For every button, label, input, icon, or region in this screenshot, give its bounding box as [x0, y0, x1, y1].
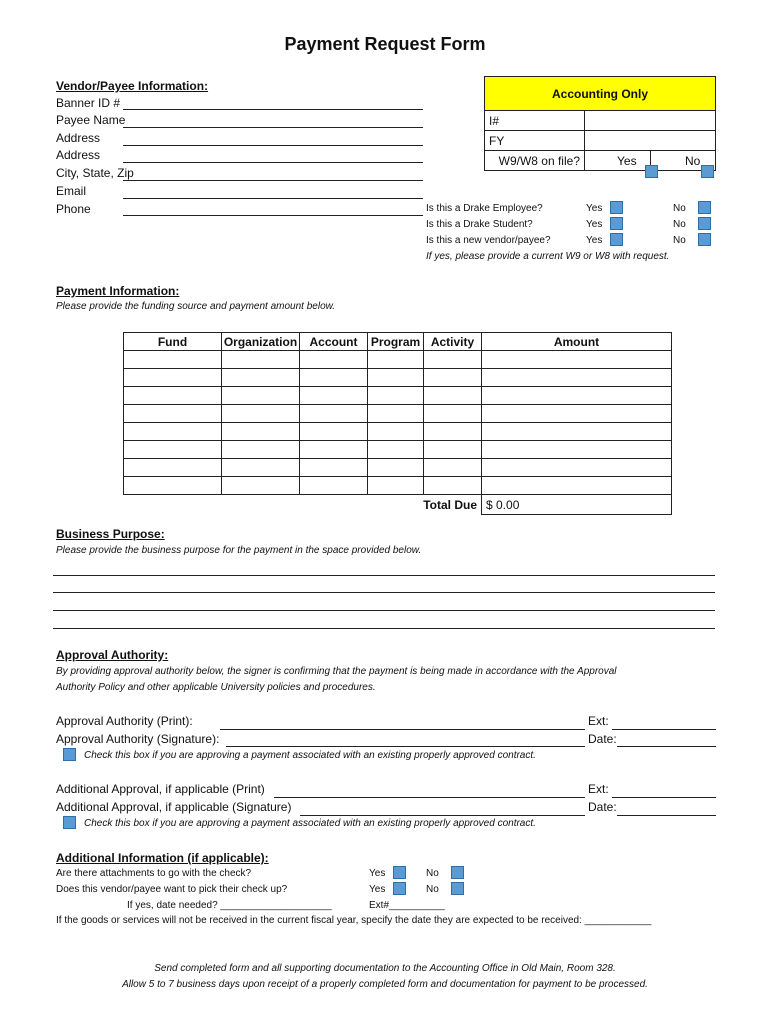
new-vendor-yes-checkbox[interactable] — [610, 233, 623, 246]
email-label: Email — [56, 184, 87, 198]
email-field[interactable] — [123, 198, 423, 199]
cell[interactable] — [368, 423, 424, 441]
total-due-value: $ 0.00 — [482, 495, 672, 515]
purpose-line-4[interactable] — [53, 628, 715, 629]
cell[interactable] — [300, 423, 368, 441]
w9-label: W9/W8 on file? — [485, 151, 585, 171]
cell[interactable] — [424, 387, 482, 405]
cell[interactable] — [424, 477, 482, 495]
footer-line-1: Send completed form and all supporting documentation to the Accounting Office in Old Main, Room 328. — [154, 963, 616, 974]
approval-print-field[interactable] — [220, 729, 585, 730]
payee-name-field[interactable] — [123, 127, 423, 128]
w9-yes-label: Yes — [617, 154, 637, 168]
approval-date-field[interactable] — [617, 746, 716, 747]
banner-id-field[interactable] — [123, 109, 423, 110]
payment-table — [123, 332, 672, 515]
table-row — [124, 351, 672, 369]
new-vendor-yes-label: Yes — [586, 235, 603, 246]
cell[interactable] — [368, 441, 424, 459]
additional-print-field[interactable] — [274, 797, 585, 798]
cell[interactable] — [368, 477, 424, 495]
table-row — [124, 441, 672, 459]
address2-field[interactable] — [123, 162, 423, 163]
approval-heading: Approval Authority: — [56, 648, 169, 662]
cell[interactable] — [124, 405, 222, 423]
purpose-line-1[interactable] — [53, 575, 715, 576]
cell[interactable] — [124, 351, 222, 369]
table-row — [124, 423, 672, 441]
new-vendor-no-label: No — [673, 235, 686, 246]
table-row — [124, 459, 672, 477]
cell[interactable] — [222, 477, 300, 495]
cell[interactable] — [424, 369, 482, 387]
new-vendor-no-checkbox[interactable] — [698, 233, 711, 246]
student-no-checkbox[interactable] — [698, 217, 711, 230]
additional-info-heading: Additional Information (if applicable): — [56, 851, 269, 865]
approval-ext-label: Ext: — [588, 714, 609, 728]
cell[interactable] — [482, 369, 672, 387]
additional-ext-field[interactable] — [612, 797, 716, 798]
address1-label: Address — [56, 131, 101, 145]
cell[interactable] — [424, 405, 482, 423]
additional-date-label: Date: — [588, 800, 617, 814]
cell[interactable] — [424, 351, 482, 369]
cell[interactable] — [424, 441, 482, 459]
cell[interactable] — [368, 387, 424, 405]
cell[interactable] — [222, 387, 300, 405]
table-row — [124, 405, 672, 423]
purpose-heading: Business Purpose: — [56, 527, 165, 541]
cell[interactable] — [368, 405, 424, 423]
w9-note: If yes, please provide a current W9 or W8 with request. — [426, 251, 670, 262]
cell[interactable] — [300, 405, 368, 423]
cell[interactable] — [124, 387, 222, 405]
phone-field[interactable] — [123, 215, 423, 216]
w9-yes-checkbox[interactable] — [645, 165, 658, 178]
city-state-zip-label: City, State, Zip — [56, 166, 134, 180]
cell[interactable] — [482, 441, 672, 459]
w9-no-checkbox[interactable] — [701, 165, 714, 178]
cell[interactable] — [368, 369, 424, 387]
fiscal-year-note[interactable]: If the goods or services will not be received in the current fiscal year, specify the date they are expected to be received: ____________ — [56, 915, 652, 926]
w9-yes-cell — [585, 151, 651, 171]
approval-sig-field[interactable] — [226, 746, 585, 747]
pickup-yes-label: Yes — [369, 884, 386, 895]
cell[interactable] — [482, 477, 672, 495]
vendor-heading: Vendor/Payee Information: — [56, 79, 209, 93]
accounting-only-box — [484, 76, 716, 171]
cell[interactable] — [124, 423, 222, 441]
purpose-subtitle: Please provide the business purpose for the payment in the space provided below. — [56, 545, 422, 556]
cell[interactable] — [300, 441, 368, 459]
cell[interactable] — [482, 387, 672, 405]
payment-header-row — [124, 333, 672, 351]
payment-heading: Payment Information: — [56, 284, 180, 298]
phone-label: Phone — [56, 202, 91, 216]
cell[interactable] — [222, 351, 300, 369]
additional-sig-field[interactable] — [300, 815, 585, 816]
cell[interactable] — [300, 351, 368, 369]
approval-print-label: Approval Authority (Print): — [56, 714, 193, 728]
employee-no-label: No — [673, 203, 686, 214]
i-number-cell[interactable] — [585, 111, 716, 131]
employee-yes-label: Yes — [586, 203, 603, 214]
cell[interactable] — [300, 369, 368, 387]
page-title: Payment Request Form — [284, 34, 486, 54]
attachments-question: Are there attachments to go with the check? — [56, 868, 252, 879]
attachments-no-label: No — [426, 868, 439, 879]
pickup-question: Does this vendor/payee want to pick their check up? — [56, 884, 288, 895]
address2-label: Address — [56, 148, 101, 162]
cell[interactable] — [424, 423, 482, 441]
cell[interactable] — [124, 369, 222, 387]
col-fund: Fund — [124, 333, 222, 351]
col-organization: Organization — [222, 333, 300, 351]
approval-desc-line1: By providing approval authority below, the signer is confirming that the payment is being made in accordance with the Approval — [56, 666, 617, 677]
purpose-line-3[interactable] — [53, 610, 715, 611]
pickup-no-label: No — [426, 884, 439, 895]
cell[interactable] — [368, 351, 424, 369]
accounting-only-heading: Accounting Only — [485, 77, 716, 111]
attachments-no-checkbox[interactable] — [451, 866, 464, 879]
approval-desc-line2: Authority Policy and other applicable University policies and procedures. — [56, 682, 376, 693]
cell[interactable] — [300, 477, 368, 495]
cell[interactable] — [482, 351, 672, 369]
cell[interactable] — [222, 405, 300, 423]
cell[interactable] — [482, 459, 672, 477]
cell[interactable] — [300, 459, 368, 477]
contract-checkbox-1[interactable] — [63, 748, 76, 761]
payment-subtitle: Please provide the funding source and payment amount below. — [56, 301, 336, 312]
question-employee: Is this a Drake Employee? — [426, 203, 543, 214]
cell[interactable] — [124, 477, 222, 495]
w9-no-label: No — [685, 154, 701, 168]
contract-text-1: Check this box if you are approving a payment associated with an existing properly approved contract. — [84, 750, 536, 761]
attachments-yes-checkbox[interactable] — [393, 866, 406, 879]
footer-line-2: Allow 5 to 7 business days upon receipt of a properly completed form and documentation for payment to be processed. — [122, 979, 648, 990]
i-number-label: I# — [485, 111, 585, 131]
table-row — [124, 369, 672, 387]
cell[interactable] — [124, 441, 222, 459]
fy-label: FY — [485, 131, 585, 151]
total-row — [124, 495, 672, 515]
cell[interactable] — [222, 369, 300, 387]
employee-no-checkbox[interactable] — [698, 201, 711, 214]
payee-name-label: Payee Name — [56, 113, 126, 127]
cell[interactable] — [368, 459, 424, 477]
cell[interactable] — [482, 405, 672, 423]
cell[interactable] — [482, 423, 672, 441]
city-state-zip-field[interactable] — [123, 180, 423, 181]
ext-number-field[interactable]: Ext#__________ — [369, 900, 445, 911]
attachments-yes-label: Yes — [369, 868, 386, 879]
purpose-line-2[interactable] — [53, 592, 715, 593]
fy-cell[interactable] — [585, 131, 716, 151]
cell[interactable] — [222, 459, 300, 477]
contract-checkbox-2[interactable] — [63, 816, 76, 829]
employee-yes-checkbox[interactable] — [610, 201, 623, 214]
cell[interactable] — [222, 423, 300, 441]
col-activity: Activity — [424, 333, 482, 351]
question-student: Is this a Drake Student? — [426, 219, 533, 230]
approval-date-label: Date: — [588, 732, 617, 746]
date-needed-field[interactable]: If yes, date needed? ____________________ — [127, 900, 332, 911]
additional-ext-label: Ext: — [588, 782, 609, 796]
additional-date-field[interactable] — [617, 815, 716, 816]
address1-field[interactable] — [123, 145, 423, 146]
table-row — [124, 387, 672, 405]
col-account: Account — [300, 333, 368, 351]
cell[interactable] — [424, 459, 482, 477]
pickup-no-checkbox[interactable] — [451, 882, 464, 895]
student-yes-label: Yes — [586, 219, 603, 230]
student-yes-checkbox[interactable] — [610, 217, 623, 230]
cell[interactable] — [124, 459, 222, 477]
table-row — [124, 477, 672, 495]
col-amount: Amount — [482, 333, 672, 351]
banner-id-label: Banner ID # — [56, 96, 121, 110]
approval-sig-label: Approval Authority (Signature): — [56, 732, 220, 746]
additional-sig-label: Additional Approval, if applicable (Signature) — [56, 800, 292, 814]
col-program: Program — [368, 333, 424, 351]
contract-text-2: Check this box if you are approving a payment associated with an existing properly approved contract. — [84, 818, 536, 829]
cell[interactable] — [222, 441, 300, 459]
additional-print-label: Additional Approval, if applicable (Print) — [56, 782, 265, 796]
total-due-label: Total Due — [124, 495, 482, 515]
approval-ext-field[interactable] — [612, 729, 716, 730]
pickup-yes-checkbox[interactable] — [393, 882, 406, 895]
student-no-label: No — [673, 219, 686, 230]
cell[interactable] — [300, 387, 368, 405]
question-new-vendor: Is this a new vendor/payee? — [426, 235, 551, 246]
